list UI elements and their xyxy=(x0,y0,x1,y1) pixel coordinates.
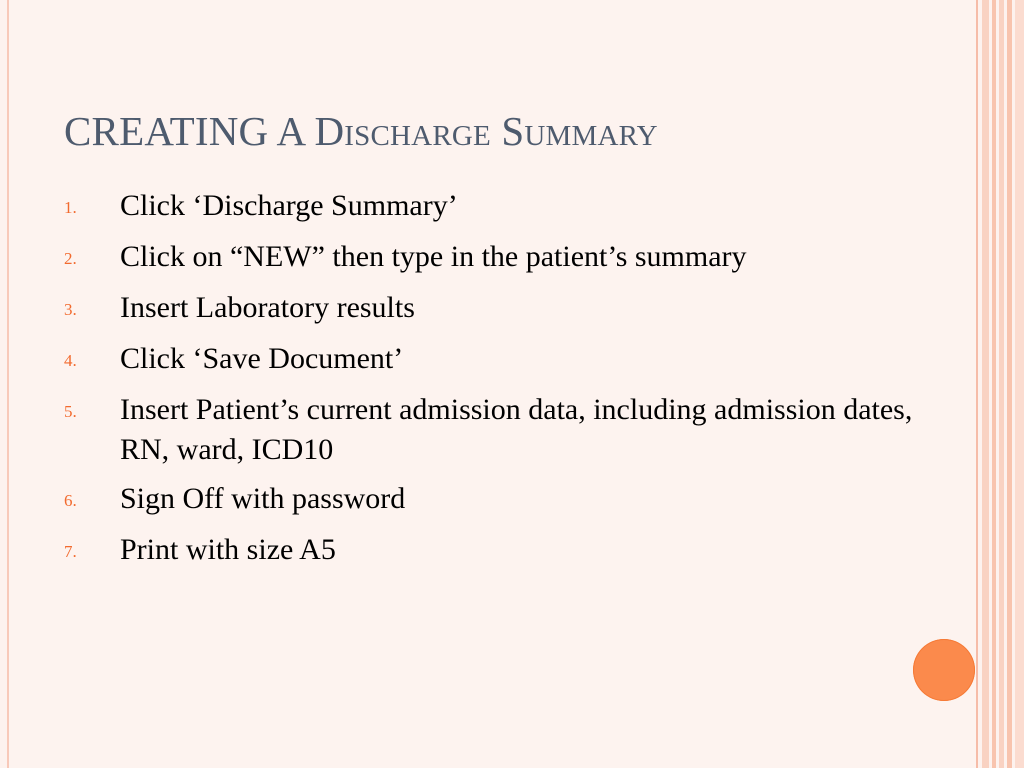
step-number: 5. xyxy=(64,402,77,421)
step-text: Click ‘Save Document’ xyxy=(120,342,404,375)
decorative-stripe xyxy=(1007,0,1012,768)
step-number: 6. xyxy=(64,491,77,510)
slide-title: CREATING A Discharge Summary xyxy=(64,108,658,154)
steps-list xyxy=(64,186,944,581)
step-text: Insert Patient’s current admission data, including admission dates, RN, ward, ICD10 xyxy=(120,393,913,466)
decorative-stripe xyxy=(992,0,996,768)
step-item xyxy=(64,339,944,381)
step-text: Print with size A5 xyxy=(120,533,336,566)
step-number: 4. xyxy=(64,351,77,370)
step-text: Click ‘Discharge Summary’ xyxy=(120,189,458,222)
step-number: 7. xyxy=(64,542,77,561)
step-item xyxy=(64,479,944,521)
step-text: Insert Laboratory results xyxy=(120,291,415,324)
step-number: 3. xyxy=(64,300,77,319)
step-item xyxy=(64,288,944,330)
step-item xyxy=(64,186,944,228)
decorative-stripe xyxy=(999,0,1004,768)
step-text: Sign Off with password xyxy=(120,482,406,515)
step-number: 2. xyxy=(64,249,77,268)
decorative-stripe xyxy=(1015,0,1024,768)
decorative-stripe xyxy=(982,0,989,768)
step-item xyxy=(64,530,944,572)
step-text: Click on “NEW” then type in the patient’s summary xyxy=(120,240,747,273)
decorative-circle xyxy=(913,639,975,701)
step-item xyxy=(64,390,944,470)
step-item xyxy=(64,237,944,279)
step-number: 1. xyxy=(64,198,77,217)
